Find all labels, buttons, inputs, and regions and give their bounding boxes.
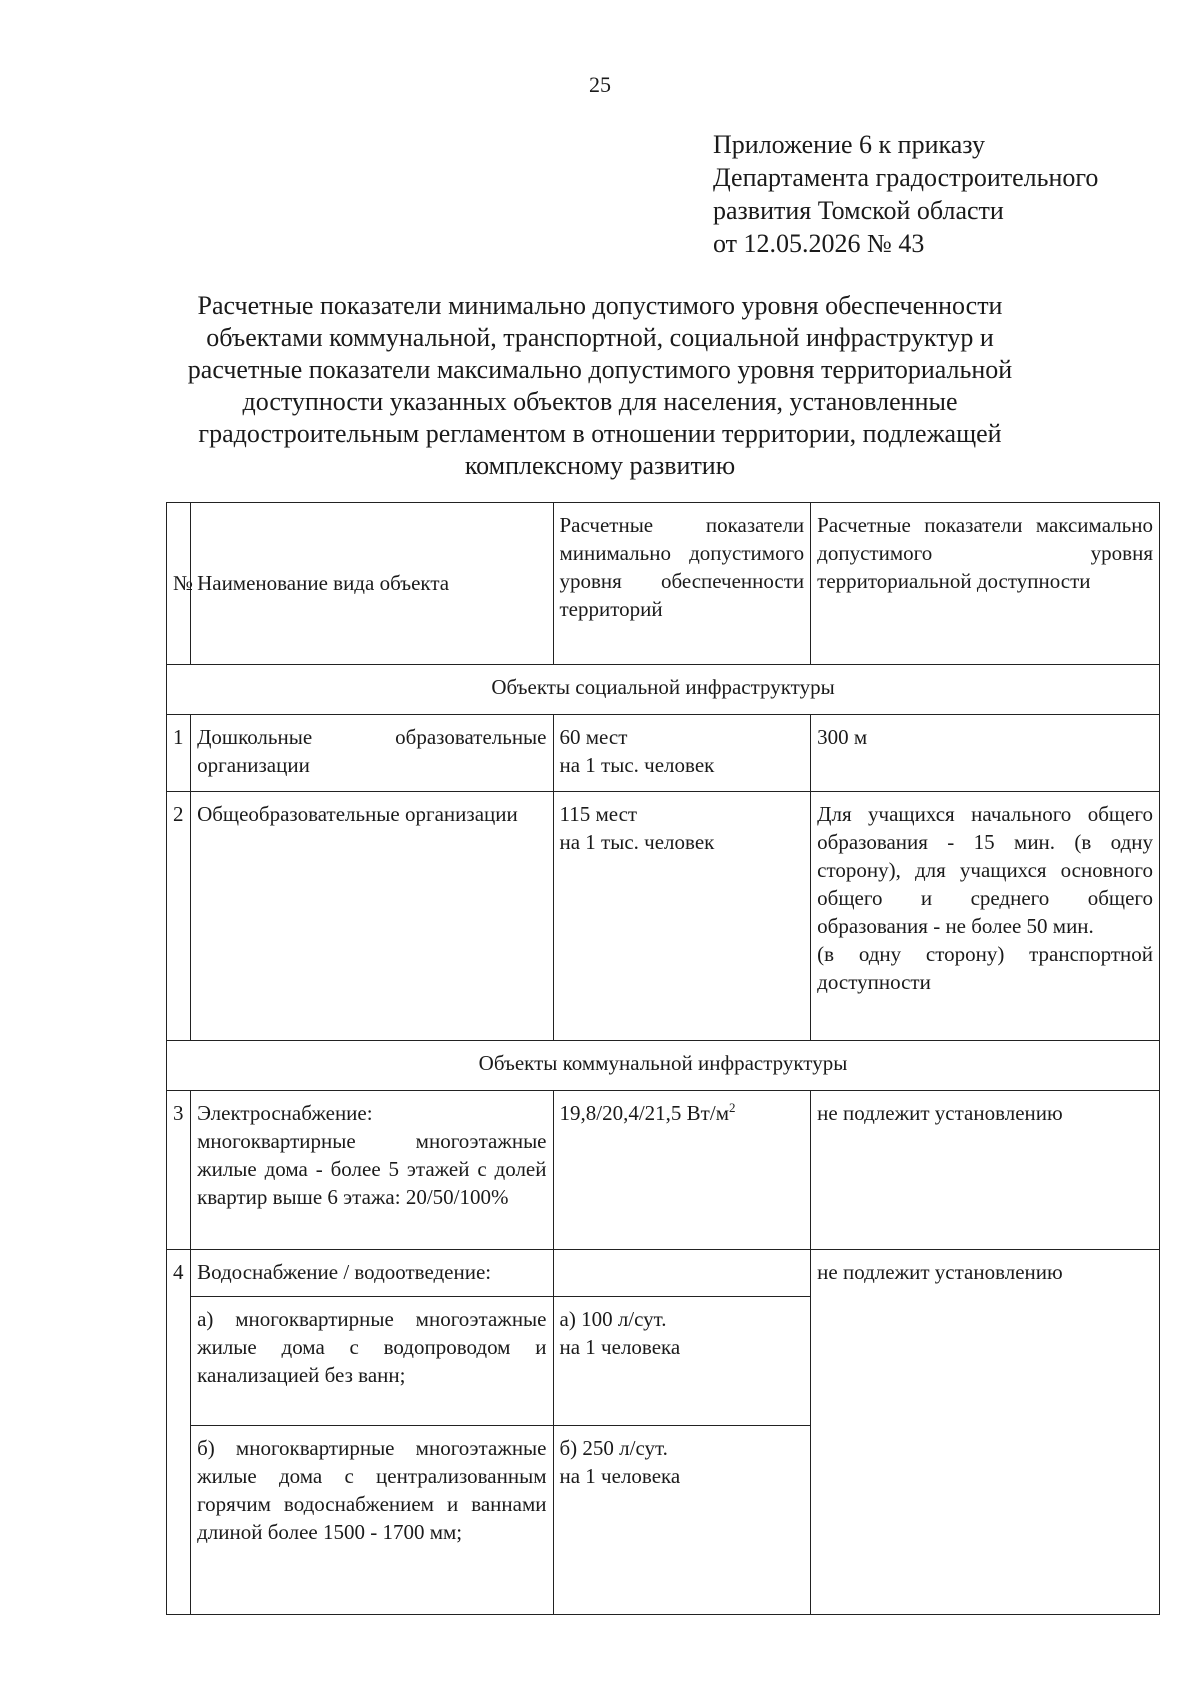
title-line: объектами коммунальной, транспортной, социальной инфраструктур и (206, 323, 994, 352)
row-min (553, 715, 811, 792)
row-num: 1 (167, 715, 191, 792)
row-min-unit: на 1 тыс. человек (559, 830, 715, 854)
subrow-name: а) многоквартирные многоэтажные жилые дома с водопроводом и канализацией без ванн; (191, 1297, 553, 1426)
row-name: Общеобразовательные организации (191, 792, 553, 1041)
title-line: Расчетные показатели минимально допустимого уровня обеспеченности (197, 291, 1003, 320)
row-min (553, 792, 811, 1041)
row-max: не подлежит установлению (811, 1250, 1160, 1615)
document-title (150, 290, 1050, 482)
appendix-line: Приложение 6 к приказу (713, 130, 986, 159)
row-name: Водоснабжение / водоотведение: (191, 1250, 553, 1297)
appendix-line: от 12.05.2026 № 43 (713, 229, 925, 258)
title-line: доступности указанных объектов для населения, установленные (242, 387, 958, 416)
row-min-unit: на 1 тыс. человек (559, 753, 715, 777)
section-title: Объекты коммунальной инфраструктуры (167, 1041, 1160, 1091)
row-name: Дошкольные образовательные организации (191, 715, 553, 792)
title-line: расчетные показатели максимально допустимого уровня территориальной (187, 355, 1013, 384)
appendix-block (713, 128, 1098, 260)
row-num: 4 (167, 1250, 191, 1615)
section-row-communal (167, 1041, 1160, 1091)
table-row (167, 1250, 1160, 1297)
table-row (167, 715, 1160, 792)
header-name: Наименование вида объекта (191, 503, 553, 665)
row-min-value: 60 мест (559, 725, 628, 749)
table-row (167, 792, 1160, 1041)
indicators-table (166, 502, 1160, 1615)
header-max: Расчетные показатели максимально допустимого уровня территориальной доступности (811, 503, 1160, 665)
table-row (167, 1091, 1160, 1250)
row-min-value: 115 мест (559, 802, 638, 826)
row-max (811, 792, 1160, 1041)
subrow-min-unit: на 1 человека (559, 1335, 681, 1359)
title-line: комплексному развитию (464, 451, 736, 480)
subrow-min-value: б) 250 л/сут. (559, 1436, 668, 1460)
superscript: 2 (728, 1100, 736, 1115)
subrow-min (553, 1426, 811, 1615)
row-num: 2 (167, 792, 191, 1041)
row-max-text: Для учащихся начального общего образования - 15 мин. (в одну сторону), для учащихся основного общего и среднего общего образования - не более 50 мин. (817, 802, 1153, 938)
row-name (191, 1091, 553, 1250)
subrow-name: б) многоквартирные многоэтажные жилые дома с централизованным горячим водоснабжением и ваннами длиной более 1500 - 1700 мм; (191, 1426, 553, 1615)
subrow-min-value: а) 100 л/сут. (559, 1307, 667, 1331)
header-min: Расчетные показатели минимально допустимого уровня обеспеченности территорий (553, 503, 811, 665)
row-name-title: Электроснабжение: (197, 1101, 373, 1125)
table-header-row (167, 503, 1160, 665)
row-min (553, 1250, 811, 1297)
row-num: 3 (167, 1091, 191, 1250)
row-min (553, 1091, 811, 1250)
row-max-text: (в одну сторону) транспортной доступности (817, 942, 1153, 994)
title-line: градостроительным регламентом в отношении территории, подлежащей (198, 419, 1002, 448)
row-max: 300 м (811, 715, 1160, 792)
section-title: Объекты социальной инфраструктуры (167, 665, 1160, 715)
appendix-line: развития Томской области (713, 196, 1004, 225)
appendix-line: Департамента градостроительного (713, 163, 1099, 192)
subrow-min (553, 1297, 811, 1426)
row-max: не подлежит установлению (811, 1091, 1160, 1250)
page-number: 25 (589, 72, 611, 97)
row-name-detail: многоквартирные многоэтажные жилые дома - более 5 этажей с долей квартир выше 6 этажа: 20/50/100% (197, 1129, 547, 1209)
subrow-min-unit: на 1 человека (559, 1464, 681, 1488)
row-min-value: 19,8/20,4/21,5 Вт/м (559, 1101, 729, 1125)
header-num: № (167, 503, 191, 665)
section-row-social (167, 665, 1160, 715)
